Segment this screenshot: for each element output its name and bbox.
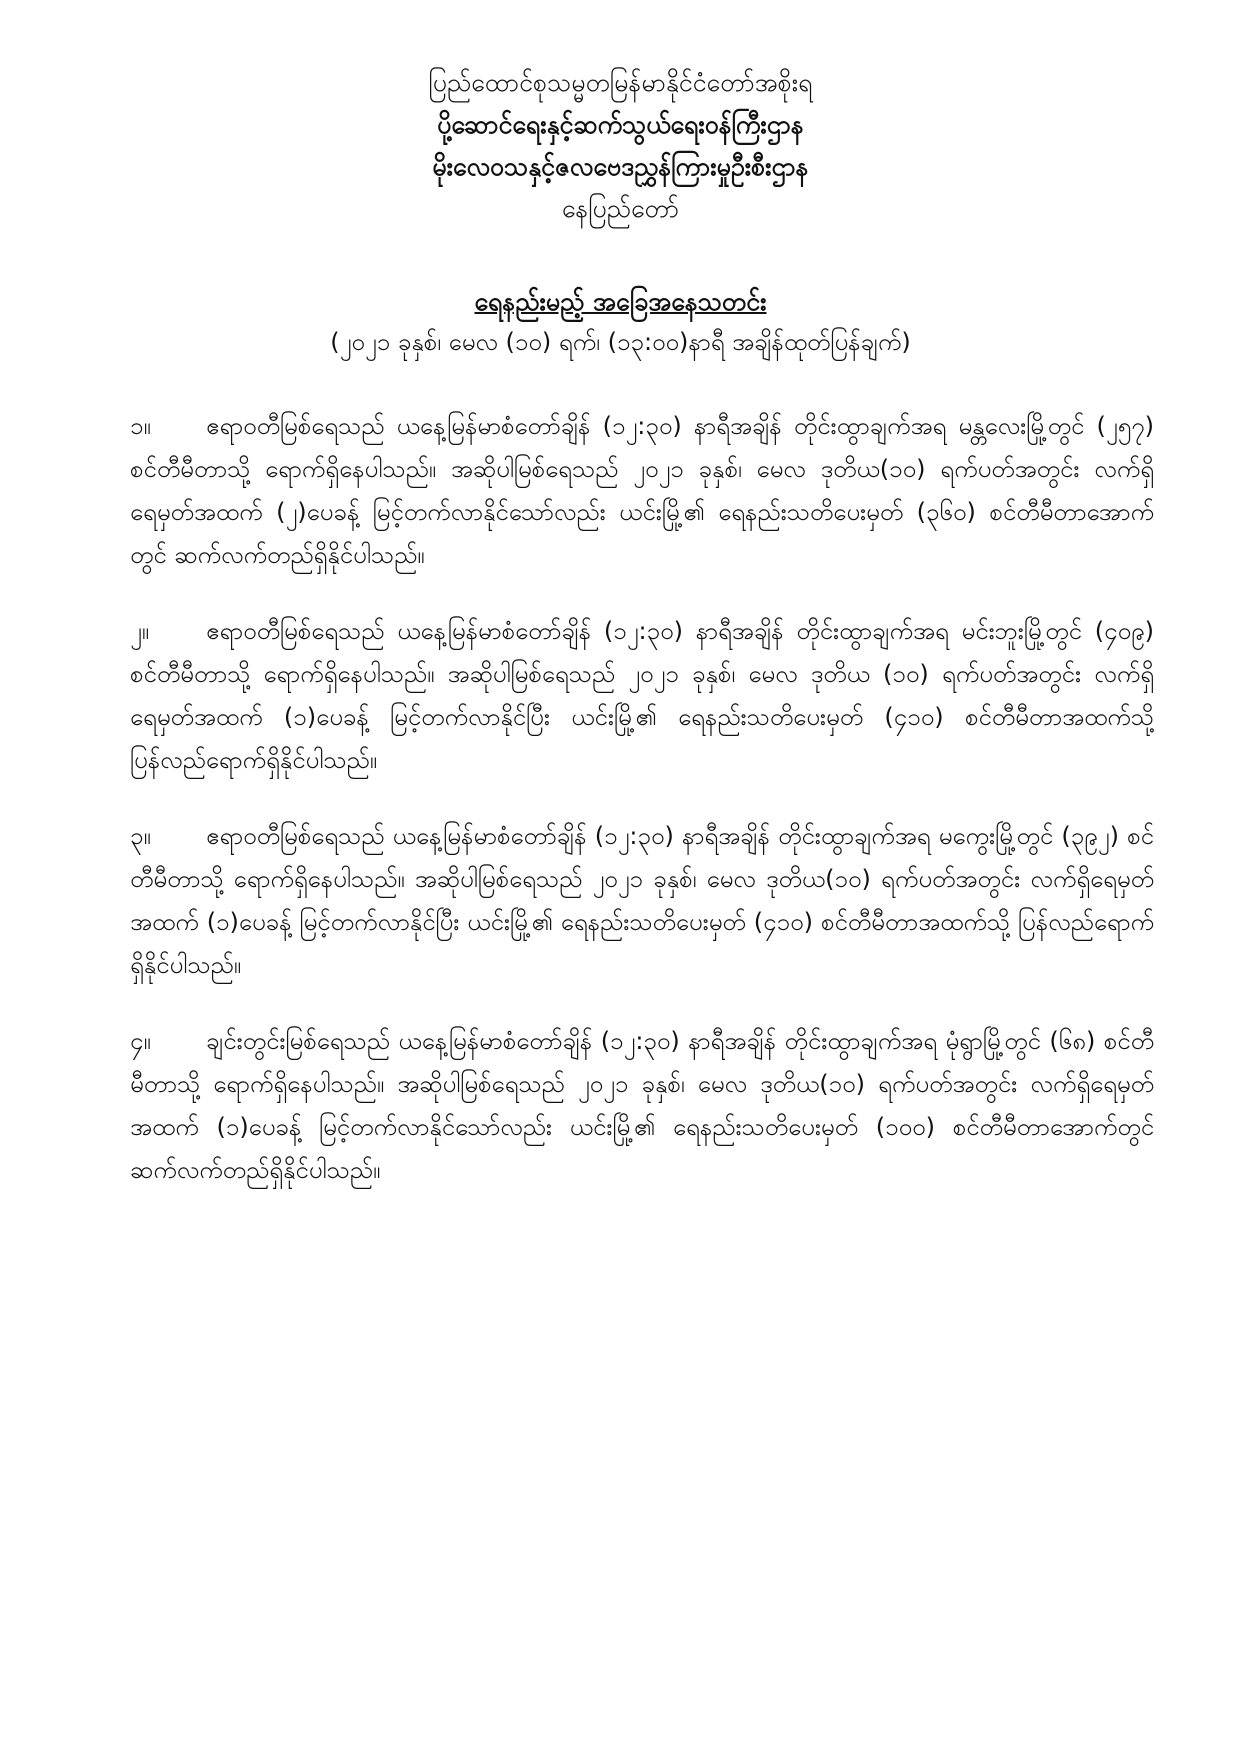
notice-heading — [0, 282, 1241, 362]
letterhead — [0, 62, 1241, 230]
government-name: ပြည်ထောင်စုသမ္မတမြန်မာနိုင်ငံတော်အစိုးရ — [428, 68, 813, 97]
paragraph-number: ၂။ — [130, 617, 150, 645]
paragraph-number: ၁။ — [130, 412, 151, 440]
paragraph-2 — [130, 610, 1154, 782]
notice-body — [130, 405, 1154, 1225]
paragraph-number: ၃။ — [130, 822, 151, 850]
department-name: မိုးလေဝသနှင့်ဇလဗေဒညွှန်ကြားမှုဦးစီးဌာန — [432, 152, 809, 181]
paragraph-text: ဧရာဝတီမြစ်ရေသည် ယနေ့မြန်မာစံတော်ချိန် (၁၂:၃၀) နာရီအချိန် တိုင်းထွာချက်အရ မန္တလေးမြို့တွင် (၂၅၇) စင်တီမီတာသို့ ရောက်ရှိနေပါသည်။ အဆိုပါမြစ်ရေသည် ၂၀၂၁ ခုနှစ်၊ မေလ ဒုတိယ(၁၀) ရက်ပတ်အတွင်း လက်ရှိရေမှတ်အထက် (၂)ပေခန့် မြင့်တက်လာနိုင်သော်လည်း ယင်းမြို့၏ ရေနည်းသတိပေးမှတ် (၃၆၀) စင်တီမီတာအောက်တွင် ဆက်လက်တည်ရှိနိုင်ပါသည်။ — [130, 412, 1154, 569]
paragraph-number: ၄။ — [130, 1027, 151, 1055]
notice-subtitle: (၂၀၂၁ ခုနှစ်၊ မေလ (၁၀) ရက်၊ (၁၃:၀၀)နာရီ အချိန်ထုတ်ပြန်ချက်) — [330, 328, 911, 356]
paragraph-4 — [130, 1020, 1154, 1192]
location-name: နေပြည်တော် — [561, 194, 680, 223]
paragraph-text: ဧရာဝတီမြစ်ရေသည် ယနေ့မြန်မာစံတော်ချိန် (၁၂:၃၀) နာရီအချိန် တိုင်းထွာချက်အရ မင်းဘူးမြို့တွင် (၄၀၉) စင်တီမီတာသို့ ရောက်ရှိနေပါသည်။ အဆိုပါမြစ်ရေသည် ၂၀၂၁ ခုနှစ်၊ မေလ ဒုတိယ (၁၀) ရက်ပတ်အတွင်း လက်ရှိရေမှတ်အထက် (၁)ပေခန့် မြင့်တက်လာနိုင်ပြီး ယင်းမြို့၏ ရေနည်းသတိပေးမှတ် (၄၁၀) စင်တီမီတာအထက်သို့ ပြန်လည်ရောက်ရှိနိုင်ပါသည်။ — [130, 617, 1154, 774]
paragraph-1 — [130, 405, 1154, 577]
paragraph-text: ဧရာဝတီမြစ်ရေသည် ယနေ့မြန်မာစံတော်ချိန် (၁၂:၃၀) နာရီအချိန် တိုင်းထွာချက်အရ မကွေးမြို့တွင် (၃၉၂) စင်တီမီတာသို့ ရောက်ရှိနေပါသည်။ အဆိုပါမြစ်ရေသည် ၂၀၂၁ ခုနှစ်၊ မေလ ဒုတိယ(၁၀) ရက်ပတ်အတွင်း လက်ရှိရေမှတ်အထက် (၁)ပေခန့် မြင့်တက်လာနိုင်ပြီး ယင်းမြို့၏ ရေနည်းသတိပေးမှတ် (၄၁၀) စင်တီမီတာအထက်သို့ ပြန်လည်ရောက်ရှိနိုင်ပါသည်။ — [130, 822, 1154, 979]
ministry-name: ပို့ဆောင်ရေးနှင့်ဆက်သွယ်ရေးဝန်ကြီးဌာန — [437, 110, 804, 139]
paragraph-text: ချင်းတွင်းမြစ်ရေသည် ယနေ့မြန်မာစံတော်ချိန် (၁၂:၃၀) နာရီအချိန် တိုင်းထွာချက်အရ မုံရွာမြို့တွင် (၆၈) စင်တီမီတာသို့ ရောက်ရှိနေပါသည်။ အဆိုပါမြစ်ရေသည် ၂၀၂၁ ခုနှစ်၊ မေလ ဒုတိယ(၁၀) ရက်ပတ်အတွင်း လက်ရှိရေမှတ်အထက် (၁)ပေခန့် မြင့်တက်လာနိုင်သော်လည်း ယင်းမြို့၏ ရေနည်းသတိပေးမှတ် (၁၀၀) စင်တီမီတာအောက်တွင် ဆက်လက်တည်ရှိနိုင်ပါသည်။ — [130, 1027, 1154, 1184]
notice-title: ရေနည်းမည့် အခြေအနေသတင်း — [474, 287, 767, 316]
paragraph-3 — [130, 815, 1154, 987]
